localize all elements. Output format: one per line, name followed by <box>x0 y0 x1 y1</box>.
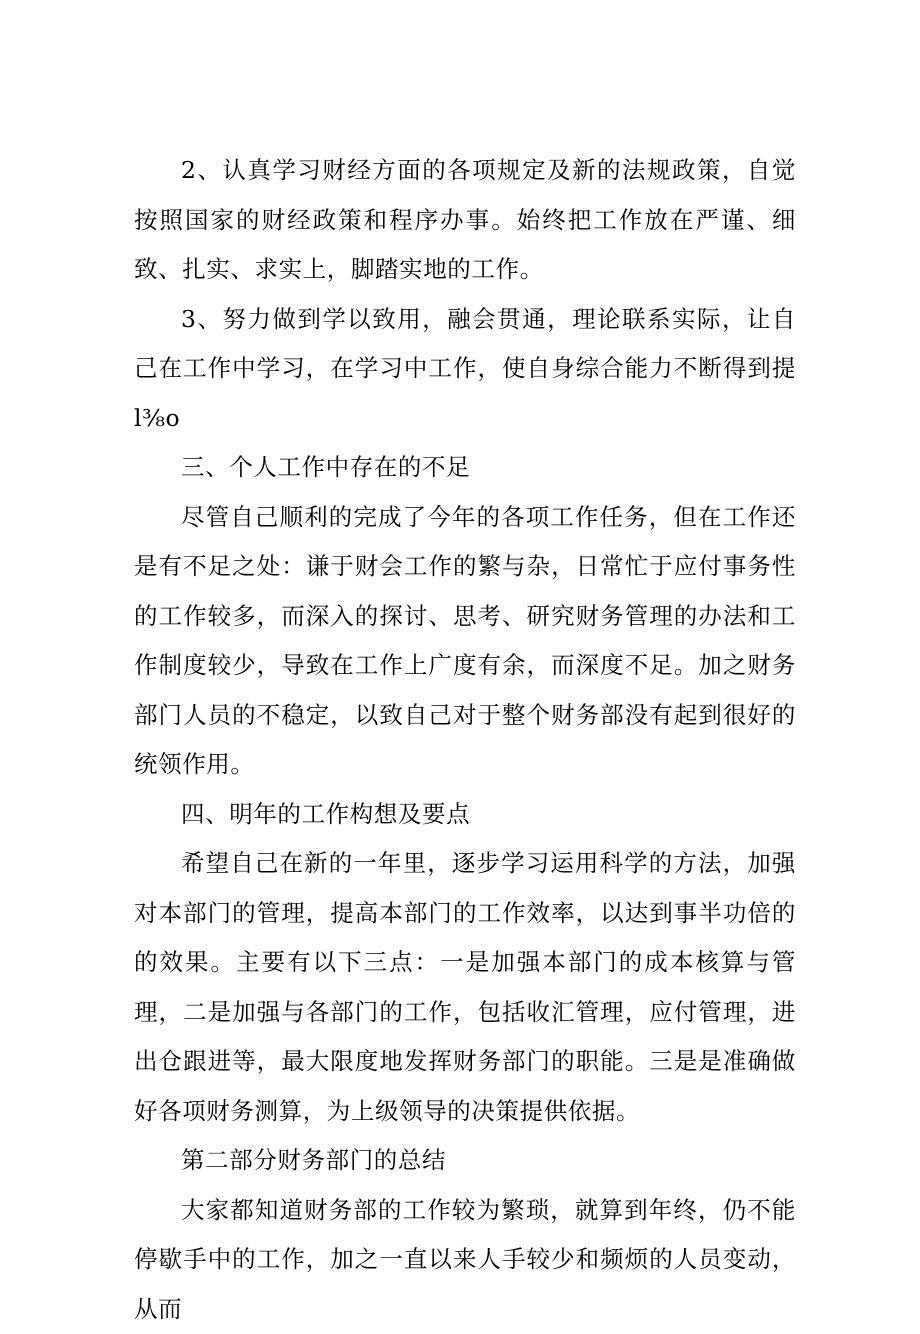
paragraph-part-two: 大家都知道财务部的工作较为繁琐，就算到年终，仍不能停歇手中的工作，加之一直以来人手较少和频烦的人员变动，从而 <box>134 1186 796 1334</box>
paragraph-next-year-plan: 希望自己在新的一年里，逐步学习运用科学的方法，加强对本部门的管理，提高本部门的工作效率，以达到事半功倍的的效果。主要有以下三点：一是加强本部门的成本核算与管理，二是加强与各部门的工作，包括收汇管理，应付管理，进出仓跟进等，最大限度地发挥财务部门的职能。三是是准确做好各项财务测算，为上级领导的决策提供依据。 <box>134 839 796 1136</box>
paragraph-shortcomings: 尽管自己顺利的完成了今年的各项工作任务，但在工作还是有不足之处：谦于财会工作的繁与杂，日常忙于应付事务性的工作较多，而深入的探讨、思考、研究财务管理的办法和工作制度较少，导致在工作上广度有余，而深度不足。加之财务部门人员的不稳定，以致自己对于整个财务部没有起到很好的统领作用。 <box>134 493 796 790</box>
paragraph-item-2: 2、认真学习财经方面的各项规定及新的法规政策，自觉按照国家的财经政策和程序办事。始终把工作放在严谨、细致、扎实、求实上，脚踏实地的工作。 <box>134 146 796 295</box>
paragraph-item-3: 3、努力做到学以致用，融会贯通，理论联系实际，让自己在工作中学习，在学习中工作，使自身综合能力不断得到提l⅜o <box>134 295 796 444</box>
document-body <box>134 146 796 1334</box>
section-heading-shortcomings: 三、个人工作中存在的不足 <box>134 443 796 493</box>
section-heading-part-two: 第二部分财务部门的总结 <box>134 1136 796 1186</box>
section-heading-next-year-plan: 四、明年的工作构想及要点 <box>134 790 796 840</box>
